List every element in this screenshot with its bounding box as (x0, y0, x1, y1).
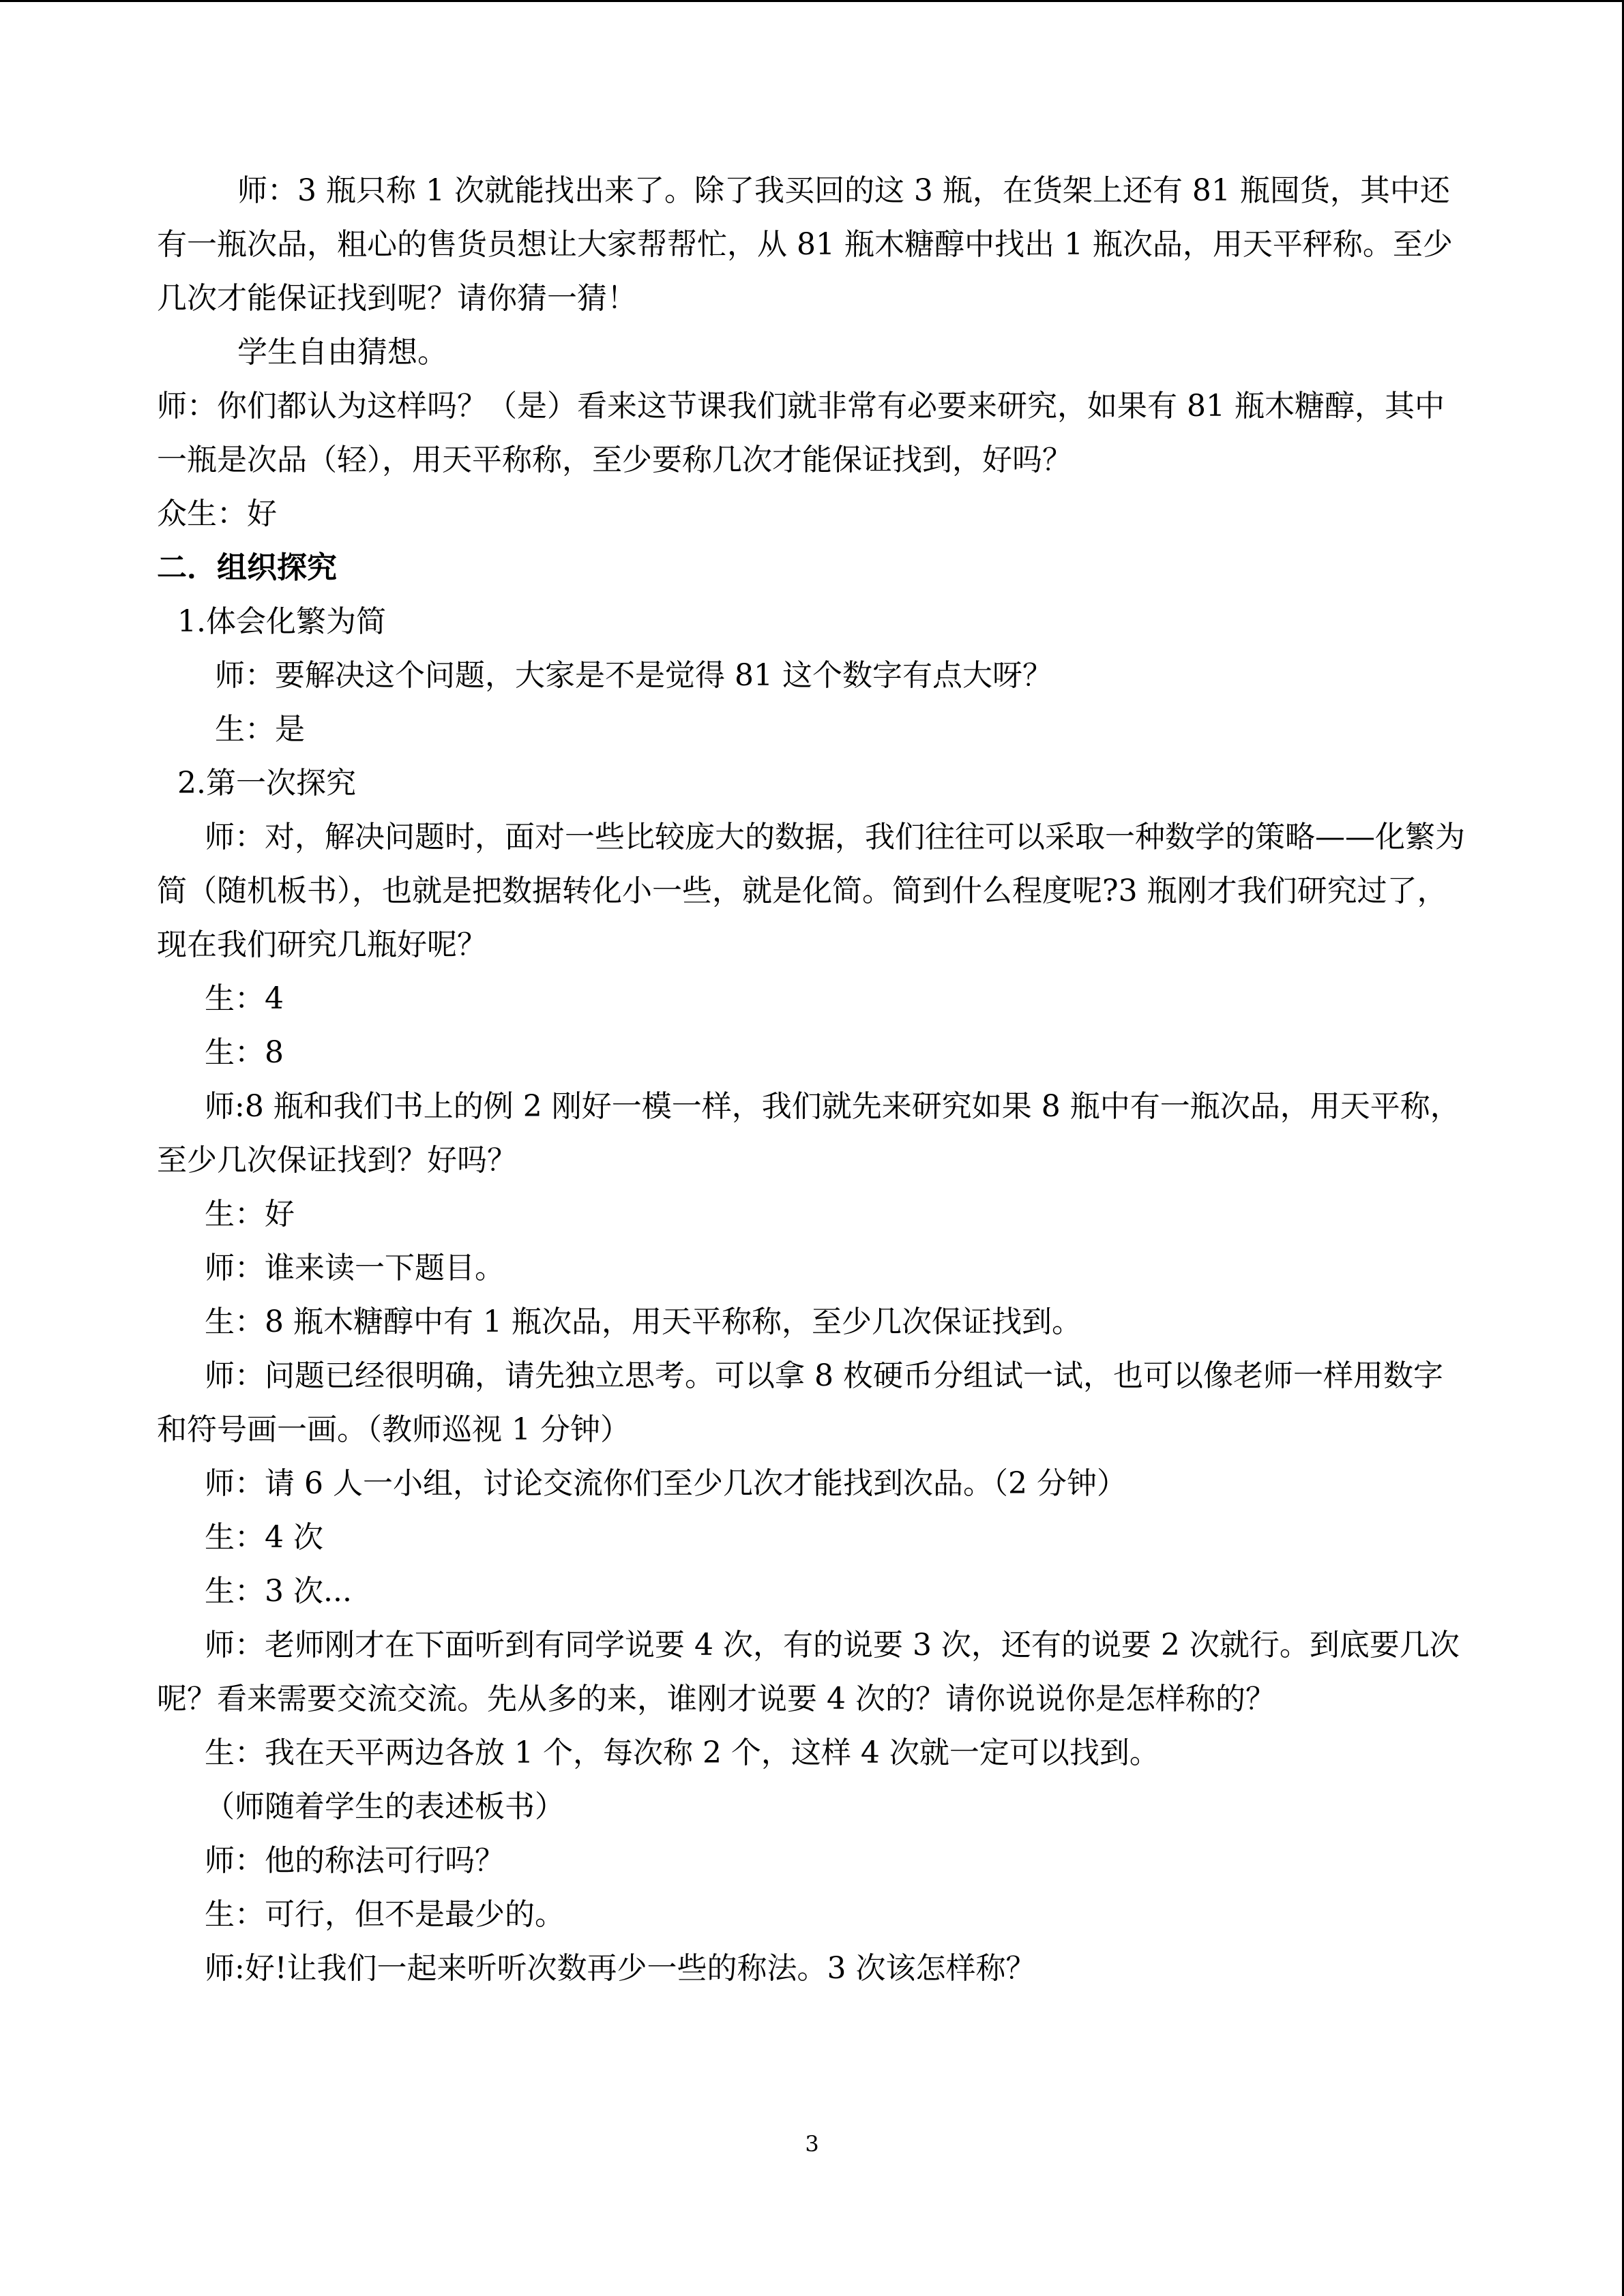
document-body (157, 164, 1466, 1995)
paragraph-teacher-strategy: 师：对，解决问题时，面对一些比较庞大的数据，我们往往可以采取一种数学的策略——化繁为简（随机板书），也就是把数据转化小一些，就是化简。简到什么程度呢?3 瓶刚才我们研究过了，现在我们研究几瓶好呢？ (157, 820, 1465, 962)
page-number: 3 (805, 2131, 819, 2157)
paragraph-student-method: 生：我在天平两边各放 1 个，每次称 2 个，这样 4 次就一定可以找到。 (205, 1735, 1160, 1770)
paragraph-student-4-times: 生：4 次 (205, 1520, 323, 1555)
paragraph-teacher-feasible: 师：他的称法可行吗？ (205, 1843, 505, 1878)
paragraph-student-8: 生：8 (205, 1035, 284, 1070)
paragraph-teacher-read: 师：谁来读一下题目。 (205, 1251, 505, 1285)
paragraph-teacher-3-times: 师:好!让我们一起来听听次数再少一些的称法。3 次该怎样称？ (205, 1951, 1036, 1986)
paragraph-teacher-3-bottles: 师：3 瓶只称 1 次就能找出来了。除了我买回的这 3 瓶，在货架上还有 81 瓶囤货，其中还有一瓶次品，粗心的售货员想让大家帮帮忙，从 81 瓶木糖醇中找出 1 瓶次品，用天平秤称。至少几次才能保证找到呢？请你猜一猜！ (157, 173, 1453, 316)
paragraph-teacher-ask: 师：你们都认为这样吗？（是）看来这节课我们就非常有必要来研究，如果有 81 瓶木糖醇，其中一瓶是次品（轻），用天平称称，至少要称几次才能保证找到，好吗？ (157, 389, 1445, 477)
paragraph-teacher-8-bottles: 师:8 瓶和我们书上的例 2 刚好一模一样，我们就先来研究如果 8 瓶中有一瓶次品，用天平称，至少几次保证找到？好吗？ (157, 1089, 1460, 1178)
page-top-border (0, 0, 1624, 2)
subheading-first-explore: 2.第一次探究 (177, 766, 356, 801)
paragraph-student-4: 生：4 (205, 981, 284, 1016)
paragraph-student-3-times: 生：3 次... (205, 1574, 352, 1609)
paragraph-teacher-81: 师：要解决这个问题，大家是不是觉得 81 这个数字有点大呀？ (215, 658, 1052, 693)
paragraph-board-note: （师随着学生的表述板书） (205, 1789, 565, 1824)
paragraph-student-yes: 生：是 (215, 712, 305, 747)
paragraph-all-students: 众生：好 (157, 496, 277, 531)
paragraph-teacher-heard: 师：老师刚才在下面听到有同学说要 4 次，有的说要 3 次，还有的说要 2 次就行。到底要几次呢？看来需要交流交流。先从多的来，谁刚才说要 4 次的？请你说说你是怎样称的？ (157, 1628, 1460, 1716)
paragraph-students-guess: 学生自由猜想。 (237, 335, 447, 370)
subheading-simplify: 1.体会化繁为简 (177, 604, 386, 639)
paragraph-student-ok: 生：好 (205, 1197, 295, 1232)
paragraph-student-problem: 生：8 瓶木糖醇中有 1 瓶次品，用天平称称，至少几次保证找到。 (205, 1304, 1082, 1339)
paragraph-student-feasible: 生：可行，但不是最少的。 (205, 1897, 565, 1932)
section-heading-explore: 二．组织探究 (157, 550, 337, 585)
paragraph-teacher-think: 师：问题已经很明确，请先独立思考。可以拿 8 枚硬币分组试一试，也可以像老师一样用数字和符号画一画。（教师巡视 1 分钟） (157, 1358, 1443, 1447)
paragraph-teacher-group: 师：请 6 人一小组，讨论交流你们至少几次才能找到次品。（2 分钟） (205, 1466, 1127, 1501)
